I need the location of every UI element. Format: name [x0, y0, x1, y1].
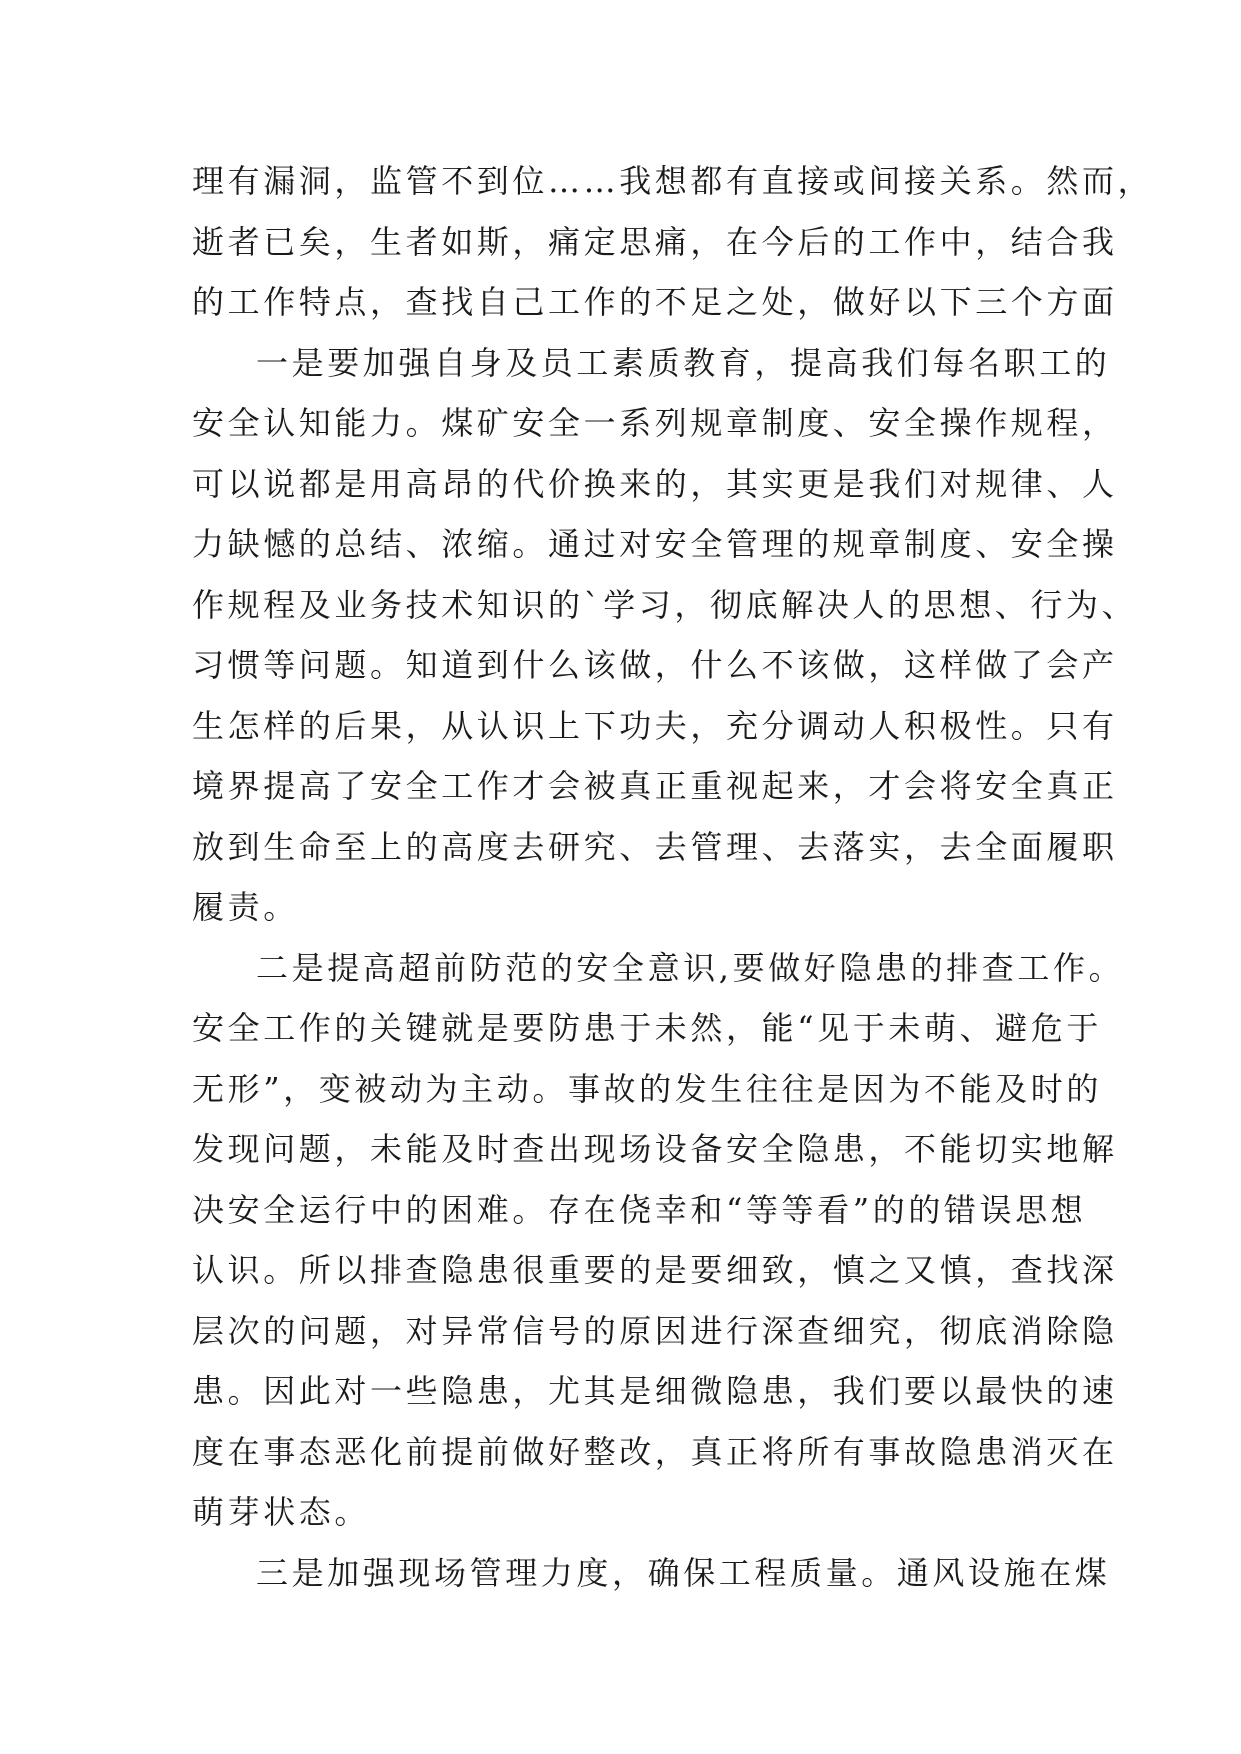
text-line: 作规程及业务技术知识的`学习，彻底解决人的思想、行为、	[192, 585, 1138, 624]
text-line: 履责。	[192, 888, 299, 926]
text-line: 生怎样的后果，从认识上下功夫，充分调动人积极性。只有	[192, 706, 1118, 745]
text-line: 的工作特点，查找自己工作的不足之处，做好以下三个方面	[192, 283, 1118, 321]
text-line: 患。因此对一些隐患，尤其是细微隐患，我们要以最快的速	[192, 1372, 1118, 1410]
text-line: 可以说都是用高昂的代价换来的，其实更是我们对规律、人	[192, 464, 1118, 503]
text-line: 度在事态恶化前提前做好整改，真正将所有事故隐患消灭在	[192, 1432, 1118, 1471]
paragraph-first-line: 一是要加强自身及员工素质教育，提高我们每名职工的	[256, 343, 1111, 382]
document-body	[192, 151, 1154, 1603]
text-line: 萌芽状态。	[192, 1493, 371, 1531]
text-line: 逝者已矣，生者如斯，痛定思痛，在今后的工作中，结合我	[192, 222, 1118, 261]
text-line: 安全工作的关键就是要防患于未然，能“见于未萌、避危于	[192, 1009, 1102, 1047]
text-line: 理有漏洞，监管不到位……我想都有直接或间接关系。然而，	[192, 162, 1154, 200]
text-line: 层次的问题，对异常信号的原因进行深查细究，彻底消除隐	[192, 1311, 1118, 1350]
text-line: 习惯等问题。知道到什么该做，什么不该做，这样做了会产	[192, 646, 1118, 684]
text-line: 安全认知能力。煤矿安全一系列规章制度、安全操作规程，	[192, 404, 1118, 442]
text-line: 无形”，变被动为主动。事故的发生往往是因为不能及时的	[192, 1069, 1102, 1108]
text-line: 力缺憾的总结、浓缩。通过对安全管理的规章制度、安全操	[192, 525, 1118, 563]
paragraph-first-line: 二是提高超前防范的安全意识,要做好隐患的排查工作。	[256, 948, 1125, 987]
paragraph-first-line: 三是加强现场管理力度，确保工程质量。通风设施在煤	[256, 1553, 1111, 1592]
text-line: 认识。所以排查隐患很重要的是要细致，慎之又慎，查找深	[192, 1251, 1118, 1289]
text-line: 发现问题，未能及时查出现场设备安全隐患，不能切实地解	[192, 1130, 1118, 1168]
text-line: 决安全运行中的困难。存在侥幸和“等等看”的的错误思想	[192, 1190, 1087, 1229]
text-line: 境界提高了安全工作才会被真正重视起来，才会将安全真正	[192, 767, 1118, 805]
text-line: 放到生命至上的高度去研究、去管理、去落实，去全面履职	[192, 827, 1118, 866]
